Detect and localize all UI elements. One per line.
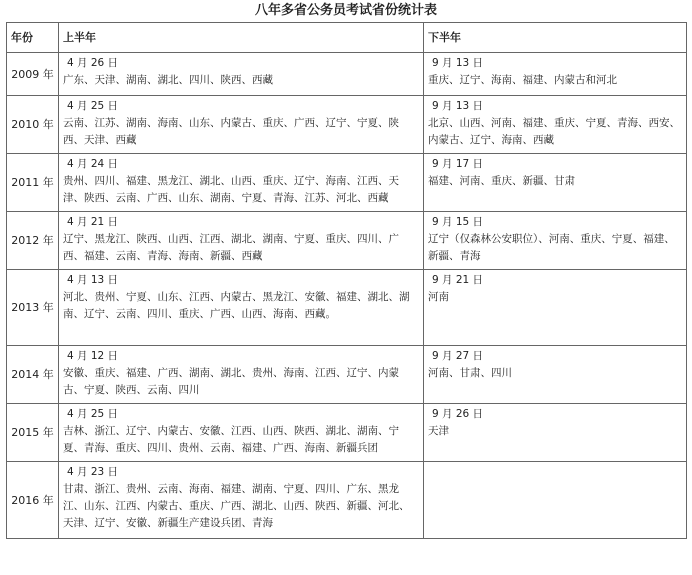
second-half-provinces: 福建、河南、重庆、新疆、甘肃: [428, 175, 575, 187]
year-cell: 2014 年: [7, 346, 59, 404]
second-half-provinces: 河南、甘肃、四川: [428, 367, 512, 379]
second-half-date: 9 月 27 日: [432, 350, 484, 362]
second-half-provinces: 辽宁（仅森林公安职位）、河南、重庆、宁夏、福建、新疆、青海: [428, 233, 675, 262]
first-half-provinces: 甘肃、浙江、贵州、云南、海南、福建、湖南、宁夏、四川、广东、黑龙江、山东、江西、内蒙古、重庆、广西、湖北、山西、陕西、新疆、河北、天津、辽宁、安徽、新疆生产建设兵团、青海: [63, 483, 410, 529]
first-half-provinces: 辽宁、黑龙江、陕西、山西、江西、湖北、湖南、宁夏、重庆、四川、广西、福建、云南、青海、海南、新疆、西藏: [63, 233, 399, 262]
first-half-provinces: 吉林、浙江、辽宁、内蒙古、安徽、江西、山西、陕西、湖北、湖南、宁夏、青海、重庆、四川、贵州、云南、福建、广西、海南、新疆兵团: [63, 425, 399, 454]
second-half-provinces: 重庆、辽宁、海南、福建、内蒙古和河北: [428, 74, 617, 86]
second-half-cell: [424, 346, 687, 404]
year-cell: 2010 年: [7, 96, 59, 154]
exam-table: [6, 22, 687, 539]
first-half-date: 4 月 25 日: [67, 100, 119, 112]
header-row: [7, 23, 687, 53]
first-half-cell: [59, 346, 424, 404]
second-half-date: 9 月 17 日: [432, 158, 484, 170]
second-half-cell: [424, 270, 687, 346]
first-half-cell: [59, 96, 424, 154]
table-row: [7, 96, 687, 154]
second-half-provinces: 北京、山西、河南、福建、重庆、宁夏、青海、西安、内蒙古、辽宁、海南、西藏: [428, 117, 680, 146]
first-half-date: 4 月 25 日: [67, 408, 119, 420]
table-title: 八年多省公务员考试省份统计表: [254, 3, 437, 18]
year-cell: 2015 年: [7, 404, 59, 462]
first-half-cell: [59, 270, 424, 346]
first-half-date: 4 月 21 日: [67, 216, 119, 228]
table-row: [7, 154, 687, 212]
year-cell: 2009 年: [7, 53, 59, 96]
first-half-cell: [59, 53, 424, 96]
second-half-date: 9 月 15 日: [432, 216, 484, 228]
table-row: [7, 404, 687, 462]
second-half-cell: [424, 154, 687, 212]
table-row: [7, 270, 687, 346]
second-half-cell: [424, 53, 687, 96]
first-half-date: 4 月 24 日: [67, 158, 119, 170]
year-cell: 2011 年: [7, 154, 59, 212]
first-half-provinces: 云南、江苏、湖南、海南、山东、内蒙古、重庆、广西、辽宁、宁夏、陕西、天津、西藏: [63, 117, 399, 146]
header-year: 年份: [7, 23, 59, 53]
table-row: [7, 346, 687, 404]
table-row: [7, 53, 687, 96]
first-half-date: 4 月 12 日: [67, 350, 119, 362]
first-half-date: 4 月 23 日: [67, 466, 119, 478]
first-half-cell: [59, 212, 424, 270]
first-half-cell: [59, 404, 424, 462]
first-half-cell: [59, 154, 424, 212]
header-first-half: 上半年: [59, 23, 424, 53]
first-half-provinces: 贵州、四川、福建、黑龙江、湖北、山西、重庆、辽宁、海南、江西、天津、陕西、云南、广西、山东、湖南、宁夏、青海、江苏、河北、西藏: [63, 175, 399, 204]
second-half-cell: [424, 462, 687, 539]
first-half-provinces: 广东、天津、湖南、湖北、四川、陕西、西藏: [63, 74, 273, 86]
second-half-date: 9 月 21 日: [432, 274, 484, 286]
table-row: [7, 212, 687, 270]
second-half-cell: [424, 212, 687, 270]
second-half-provinces: 天津: [428, 425, 449, 437]
second-half-cell: [424, 404, 687, 462]
first-half-provinces: 安徽、重庆、福建、广西、湖南、湖北、贵州、海南、江西、辽宁、内蒙古、宁夏、陕西、云南、四川: [63, 367, 399, 396]
second-half-provinces: 河南: [428, 291, 449, 303]
second-half-date: 9 月 13 日: [432, 100, 484, 112]
table-row: [7, 462, 687, 539]
header-second-half: 下半年: [424, 23, 687, 53]
year-cell: 2013 年: [7, 270, 59, 346]
year-cell: 2012 年: [7, 212, 59, 270]
first-half-date: 4 月 13 日: [67, 274, 119, 286]
second-half-date: 9 月 26 日: [432, 408, 484, 420]
year-cell: 2016 年: [7, 462, 59, 539]
second-half-cell: [424, 96, 687, 154]
first-half-provinces: 河北、贵州、宁夏、山东、江西、内蒙古、黑龙江、安徽、福建、湖北、湖南、辽宁、云南、四川、重庆、广西、山西、海南、西藏。: [63, 291, 410, 320]
first-half-date: 4 月 26 日: [67, 57, 119, 69]
first-half-cell: [59, 462, 424, 539]
second-half-date: 9 月 13 日: [432, 57, 484, 69]
